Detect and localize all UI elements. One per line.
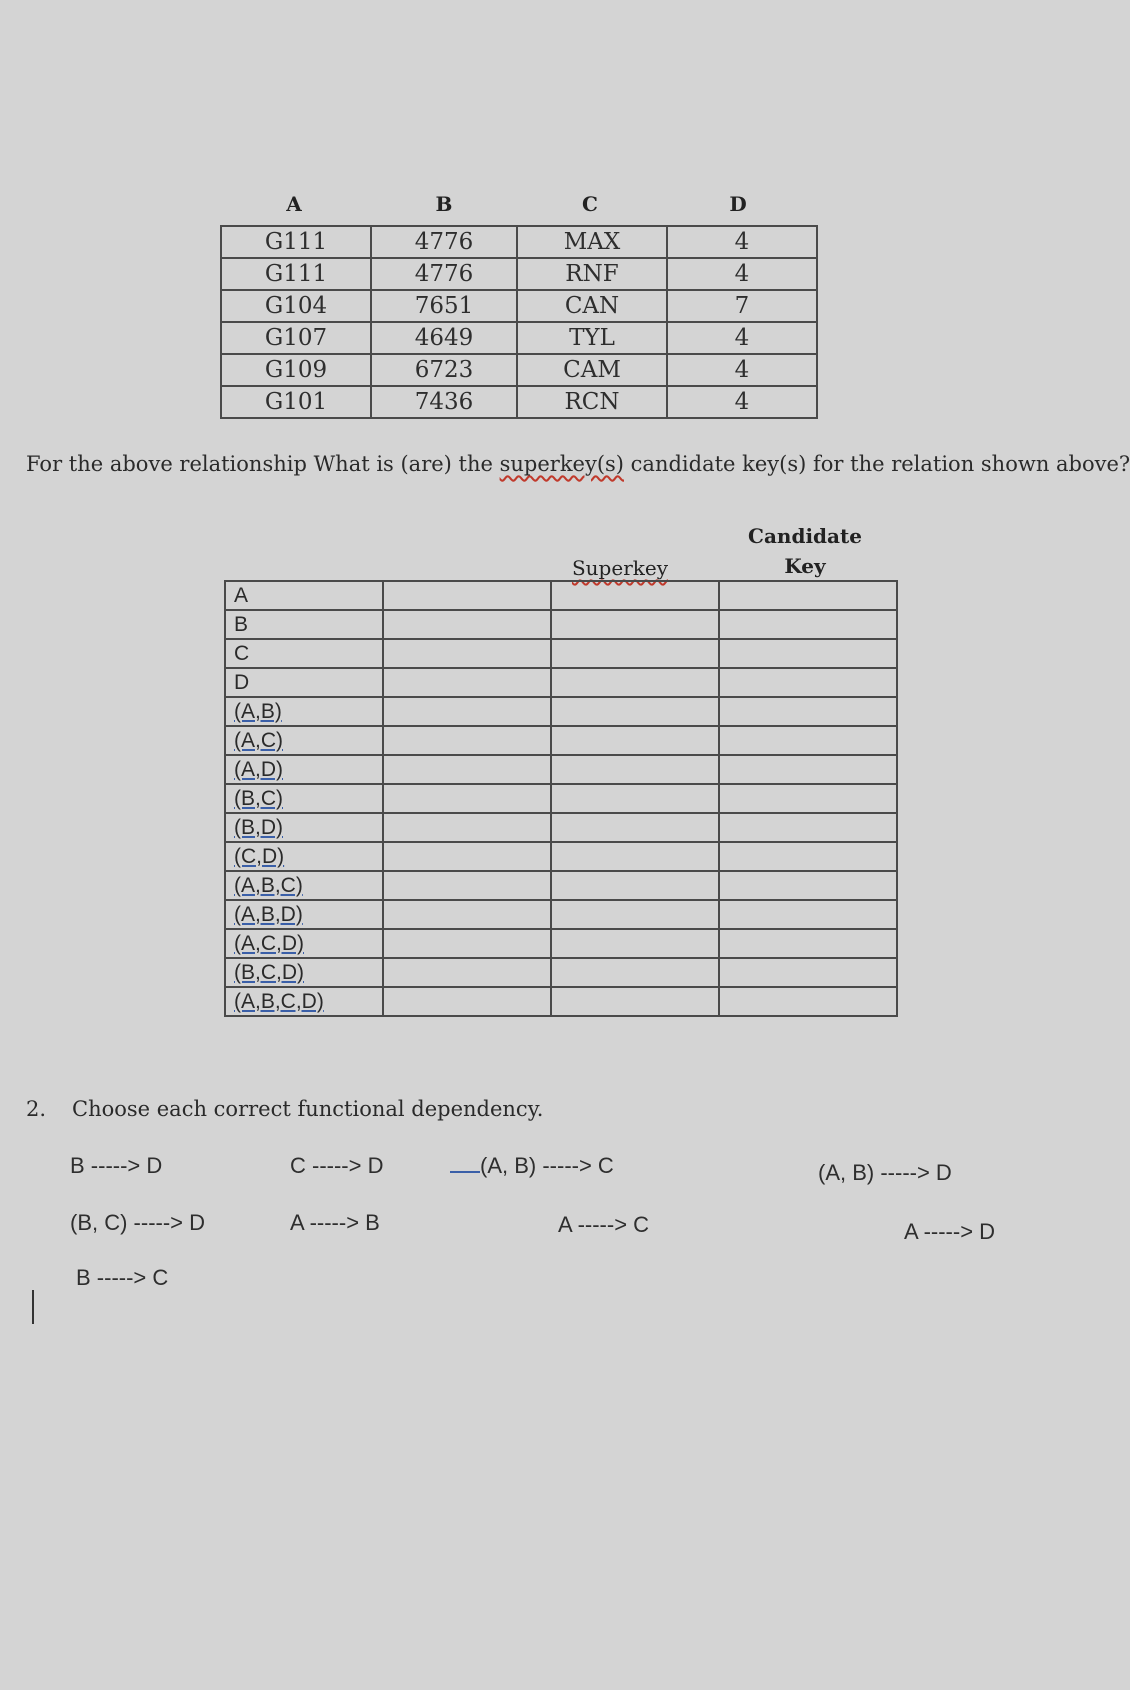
relation-cell: RCN — [517, 386, 667, 418]
candidate-key-answer-cell[interactable] — [719, 784, 897, 813]
relation-row — [221, 322, 817, 354]
attribute-set-label: (B,C) — [234, 786, 283, 810]
superkey-row — [225, 610, 897, 639]
relation-cell: G109 — [221, 354, 371, 386]
relation-cell: 4649 — [371, 322, 517, 354]
blank-cell[interactable] — [383, 784, 551, 813]
relation-header-row — [220, 192, 816, 224]
candidate-key-answer-cell[interactable] — [719, 755, 897, 784]
fd-option[interactable]: A -----> C — [558, 1212, 650, 1237]
attribute-set-cell — [225, 871, 383, 900]
attribute-set-cell — [225, 639, 383, 668]
text-cursor — [32, 1290, 34, 1324]
candidate-key-answer-cell[interactable] — [719, 987, 897, 1016]
attribute-set-label: (A,D) — [234, 757, 283, 781]
relation-row — [221, 226, 817, 258]
attribute-set-cell — [225, 900, 383, 929]
superkey-row — [225, 639, 897, 668]
fd-option[interactable]: C -----> D — [290, 1153, 384, 1178]
candidate-key-answer-cell[interactable] — [719, 581, 897, 610]
blank-cell[interactable] — [383, 697, 551, 726]
attribute-set-label: (C,D) — [234, 844, 285, 868]
superkey-answer-cell[interactable] — [551, 929, 719, 958]
superkey-row — [225, 871, 897, 900]
candidate-key-answer-cell[interactable] — [719, 900, 897, 929]
relation-cell: G107 — [221, 322, 371, 354]
superkey-answer-cell[interactable] — [551, 639, 719, 668]
candidate-key-answer-cell[interactable] — [719, 871, 897, 900]
attribute-set-cell — [225, 668, 383, 697]
superkey-answer-cell[interactable] — [551, 755, 719, 784]
relation-cell: 7 — [667, 290, 817, 322]
relation-row — [221, 386, 817, 418]
relation-cell: TYL — [517, 322, 667, 354]
attribute-set-cell — [225, 697, 383, 726]
question-1-text — [26, 452, 1130, 476]
relation-cell: 4 — [667, 354, 817, 386]
relation-cell: MAX — [517, 226, 667, 258]
superkey-column-header: Superkey — [571, 556, 669, 580]
relation-cell: 7651 — [371, 290, 517, 322]
superkey-answer-cell[interactable] — [551, 871, 719, 900]
attribute-set-label: (A,C) — [234, 728, 283, 752]
attribute-set-cell — [225, 726, 383, 755]
attribute-set-cell — [225, 929, 383, 958]
fd-option[interactable]: B -----> C — [76, 1265, 169, 1290]
fd-option-with-blank[interactable] — [450, 1153, 614, 1179]
superkey-row — [225, 929, 897, 958]
superkey-answer-cell[interactable] — [551, 958, 719, 987]
superkey-row — [225, 987, 897, 1016]
attribute-set-label: B — [234, 612, 249, 636]
superkey-row — [225, 784, 897, 813]
blank-cell[interactable] — [383, 958, 551, 987]
attribute-set-cell — [225, 755, 383, 784]
relation-header-c: C — [582, 192, 598, 216]
relation-header-a: A — [286, 192, 302, 216]
blank-cell[interactable] — [383, 900, 551, 929]
candidate-key-answer-cell[interactable] — [719, 958, 897, 987]
answer-blank[interactable] — [450, 1171, 480, 1173]
candidate-key-answer-cell[interactable] — [719, 929, 897, 958]
blank-cell[interactable] — [383, 842, 551, 871]
blank-cell[interactable] — [383, 813, 551, 842]
fd-option[interactable]: (B, C) -----> D — [70, 1210, 206, 1235]
superkey-row — [225, 755, 897, 784]
attribute-set-label: (A,B,C,D) — [234, 989, 324, 1013]
fd-option-label: (A, B) -----> C — [480, 1153, 614, 1178]
attribute-set-label: (B,C,D) — [234, 960, 304, 984]
blank-cell[interactable] — [383, 610, 551, 639]
fd-option[interactable]: A -----> B — [290, 1210, 380, 1235]
superkey-row — [225, 900, 897, 929]
relation-cell: 6723 — [371, 354, 517, 386]
relation-header-d: D — [729, 192, 747, 216]
attribute-set-label: (A,C,D) — [234, 931, 304, 955]
attribute-set-cell — [225, 581, 383, 610]
superkey-answer-cell[interactable] — [551, 813, 719, 842]
attribute-set-cell — [225, 784, 383, 813]
superkey-answer-cell[interactable] — [551, 610, 719, 639]
superkey-answer-cell[interactable] — [551, 842, 719, 871]
superkey-answer-cell[interactable] — [551, 668, 719, 697]
attribute-set-cell — [225, 987, 383, 1016]
relation-cell: 7436 — [371, 386, 517, 418]
candidate-header-line1: Candidate — [748, 524, 862, 548]
relation-header-b: B — [435, 192, 453, 216]
attribute-set-cell — [225, 610, 383, 639]
fd-option[interactable]: A -----> D — [904, 1219, 996, 1244]
relation-row — [221, 354, 817, 386]
blank-cell[interactable] — [383, 755, 551, 784]
relation-cell: 4776 — [371, 226, 517, 258]
superkey-row — [225, 958, 897, 987]
superkey-row — [225, 842, 897, 871]
question-2-number: 2. — [26, 1097, 47, 1121]
candidate-key-answer-cell[interactable] — [719, 726, 897, 755]
superkey-answer-cell[interactable] — [551, 784, 719, 813]
attribute-set-label: C — [234, 641, 250, 665]
relation-cell: G101 — [221, 386, 371, 418]
relation-row — [221, 258, 817, 290]
candidate-key-answer-cell[interactable] — [719, 610, 897, 639]
question-2-text: Choose each correct functional dependency. — [72, 1097, 544, 1121]
attribute-set-label: (A,B,C) — [234, 873, 303, 897]
relation-cell: 4 — [667, 226, 817, 258]
relation-row — [221, 290, 817, 322]
superkey-answer-cell[interactable] — [551, 697, 719, 726]
attribute-set-label: (B,D) — [234, 815, 283, 839]
blank-cell[interactable] — [383, 668, 551, 697]
candidate-key-answer-cell[interactable] — [719, 668, 897, 697]
blank-cell[interactable] — [383, 581, 551, 610]
question-1-misspelled-word: superkey(s) — [499, 452, 624, 476]
relation-cell: 4 — [667, 386, 817, 418]
candidate-key-answer-cell[interactable] — [719, 697, 897, 726]
candidate-key-answer-cell[interactable] — [719, 813, 897, 842]
relation-cell: G104 — [221, 290, 371, 322]
attribute-set-label: D — [234, 670, 250, 694]
superkey-row — [225, 726, 897, 755]
question-1-before: For the above relationship What is (are) the — [26, 452, 500, 476]
fd-option[interactable]: B -----> D — [70, 1153, 163, 1178]
candidate-key-answer-cell[interactable] — [719, 639, 897, 668]
attribute-set-label: A — [234, 583, 249, 607]
superkey-row — [225, 581, 897, 610]
blank-cell[interactable] — [383, 639, 551, 668]
attribute-set-cell — [225, 958, 383, 987]
blank-cell[interactable] — [383, 726, 551, 755]
candidate-key-answer-cell[interactable] — [719, 842, 897, 871]
superkey-answer-cell[interactable] — [551, 900, 719, 929]
blank-cell[interactable] — [383, 929, 551, 958]
relation-cell: CAN — [517, 290, 667, 322]
relation-cell: RNF — [517, 258, 667, 290]
fd-option[interactable]: (A, B) -----> D — [818, 1160, 952, 1185]
relation-cell: G111 — [221, 226, 371, 258]
superkey-table — [224, 580, 898, 1017]
superkey-answer-cell[interactable] — [551, 581, 719, 610]
relation-cell: 4 — [667, 322, 817, 354]
attribute-set-cell — [225, 813, 383, 842]
candidate-key-column-header — [730, 521, 880, 581]
relation-cell: G111 — [221, 258, 371, 290]
relation-cell: 4 — [667, 258, 817, 290]
relation-cell: CAM — [517, 354, 667, 386]
relation-cell: 4776 — [371, 258, 517, 290]
relation-table — [220, 225, 818, 419]
superkey-answer-cell[interactable] — [551, 987, 719, 1016]
blank-cell[interactable] — [383, 871, 551, 900]
blank-cell[interactable] — [383, 987, 551, 1016]
superkey-answer-cell[interactable] — [551, 726, 719, 755]
question-2 — [26, 1097, 543, 1121]
attribute-set-cell — [225, 842, 383, 871]
attribute-set-label: (A,B) — [234, 699, 282, 723]
question-1-after: candidate key(s) for the relation shown above? — [624, 452, 1130, 476]
candidate-header-line2: Key — [784, 554, 826, 578]
superkey-row — [225, 697, 897, 726]
superkey-row — [225, 813, 897, 842]
superkey-row — [225, 668, 897, 697]
attribute-set-label: (A,B,D) — [234, 902, 303, 926]
